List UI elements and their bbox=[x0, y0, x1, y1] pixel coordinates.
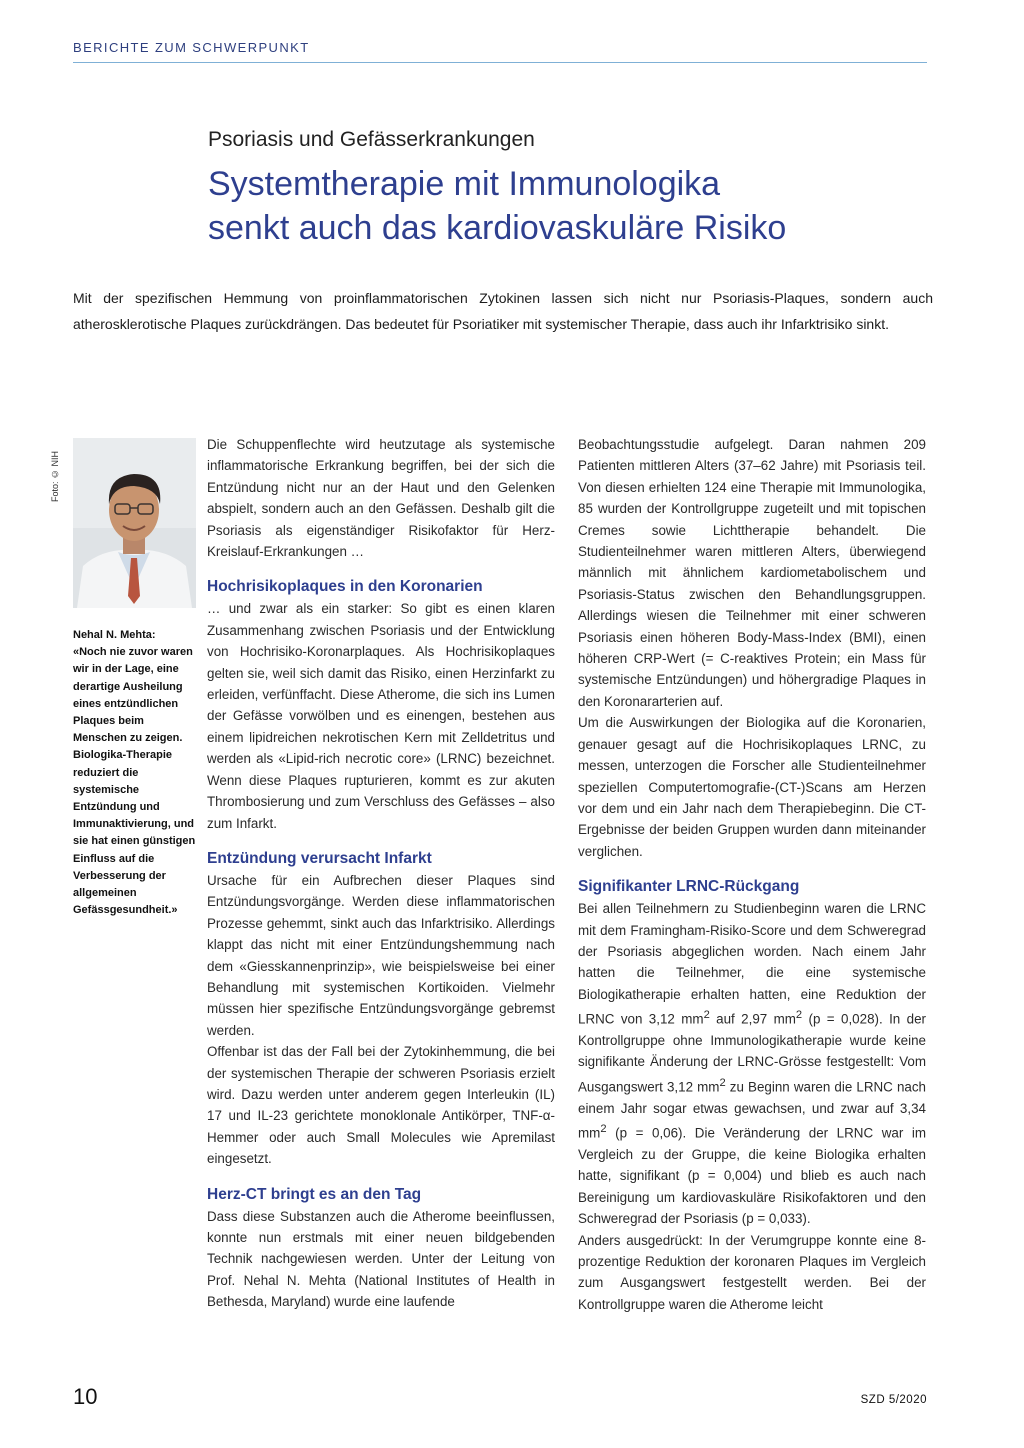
section-heading-hochrisikoplaques: Hochrisikoplaques in den Koronarien bbox=[207, 578, 483, 596]
text-run: Bei allen Teilnehmern zu Studienbeginn waren die LRNC mit dem Framingham-Risiko-Score und dem Schweregrad der Psoriasis abgeglichen worden. Nach einem Jahr hatten die Teilnehmer, die eine systemische Biologikatherapie erhalten hatten, eine Reduktion der LRNC von 3,12 mm bbox=[578, 901, 926, 1027]
paragraph: … und zwar als ein starker: So gibt es einen klaren Zusammenhang zwischen Psoriasis und der Entwicklung von Hochrisiko-Koronarplaques. Als Hochrisikoplaques gelten sie, weil sich damit das Risiko, einen Herzinfarkt zu erleiden, verfünffacht. Diese Atherome, die sich ins Lumen der Gefässe vorwölben und es einengen, bestehen aus einem lipidreichen nekrotischen Kern mit Zelldetritus und werden als «Lipid-rich necrotic core» (LRNC) bezeichnet. Wenn diese Plaques rupturieren, kommt es zur akuten Thrombosierung und zum Verschluss des Gefässes – also zum Infarkt. bbox=[207, 601, 555, 831]
paragraph: Um die Auswirkungen der Biologika auf die Koronarien, genauer gesagt auf die Hochrisikoplaques LRNC, zu messen, unterzogen die Forscher alle Studienteilnehmer speziellen Computertomografie-(CT-)Scans am Herzen vor dem und ein Jahr nach dem Therapiebeginn. Die CT-Ergebnisse der beiden Gruppen wurden dann miteinander verglichen. bbox=[578, 715, 926, 859]
paragraph: Dass diese Substanzen auch die Atherome beeinflussen, konnte nun erstmals mit einer neuen bildgebenden Technik nachgewiesen werden. Unter der Leitung von Prof. Nehal N. Mehta (National Institutes of Health in Bethesda, Maryland) wurde eine laufende bbox=[207, 1208, 555, 1310]
article-kicker: Psoriasis und Gefässerkrankungen bbox=[208, 128, 535, 151]
title-line-1: Systemtherapie mit Immunologika bbox=[208, 165, 721, 203]
page-number: 10 bbox=[73, 1384, 98, 1409]
section-heading-entzuendung: Entzündung verursacht Infarkt bbox=[207, 849, 432, 867]
text-run: auf 2,97 mm bbox=[709, 1011, 796, 1027]
section-label: BERICHTE ZUM SCHWERPUNKT bbox=[73, 40, 310, 55]
caption-quote: «Noch nie zuvor waren wir in der Lage, eine derartige Ausheilung eines entzündlichen Plaques beim Menschen zu zeigen. Biologika-Therapie reduziert die systemische Entzündung und Immunaktivierung, und sie hat einen günstigen Einfluss auf die Verbesserung der allgemeinen Gefässgesundheit.» bbox=[73, 646, 196, 917]
paragraph: Ursache für ein Aufbrechen dieser Plaques sind Entzündungsvorgänge. Werden diese inflammatorischen Prozesse gehemmt, sinkt auch das Infarktrisiko. Allerdings klappt das nicht mit einer Entzündungshemmung nach dem «Giesskannenprinzip», wie beispielsweise bei einer Behandlung mit systemischen Kortikoiden. Vielmehr müssen hier spezifische Entzündungsvorgänge gebremst werden. bbox=[207, 872, 555, 1038]
photo-credit: Foto: © NIH bbox=[50, 450, 60, 502]
paragraph-results bbox=[578, 898, 926, 1230]
article-column-1 bbox=[207, 434, 555, 1313]
superscript: 2 bbox=[795, 1009, 803, 1022]
article-column-2 bbox=[578, 434, 926, 1315]
section-heading-herz-ct: Herz-CT bringt es an den Tag bbox=[207, 1185, 422, 1203]
article-title bbox=[208, 162, 948, 250]
intro-paragraph: Die Schuppenflechte wird heutzutage als systemische inflammatorische Erkrankung begriffen, bei der sich die Entzündung nicht nur an der Haut und den Gelenken abspielt, sondern auch an den Gefässen. Deshalb gilt die Psoriasis als eigenständiger Risikofaktor für Herz-Kreislauf-Erkrankungen … bbox=[207, 437, 555, 560]
photo-caption bbox=[73, 627, 196, 919]
text-run: (p = 0,06). Die Veränderung der LRNC war im Vergleich zu der Gruppe, die keine Biologika erhalten hatte, signifikant (p = 0,004) und blieb es auch nach Bereinigung um kardiovaskuläre Risikofaktoren und den Schweregrad der Psoriasis (p = 0,033). bbox=[578, 1125, 926, 1227]
header-divider bbox=[73, 62, 927, 63]
paragraph: Anders ausgedrückt: In der Verumgruppe konnte eine 8-prozentige Reduktion der koronaren Plaques im Vergleich zum Ausgangswert festgestellt werden. Bei der Kontrollgruppe waren die Atherome leicht bbox=[578, 1232, 926, 1312]
caption-name: Nehal N. Mehta: bbox=[73, 629, 156, 641]
title-line-2: senkt auch das kardiovaskuläre Risiko bbox=[208, 209, 787, 247]
portrait-photo bbox=[73, 438, 196, 608]
text-run: zu Beginn waren die LRNC nach einem Jahr sogar etwas gewachsen, und zwar auf 3,34 mm bbox=[578, 1079, 926, 1141]
paragraph: Offenbar ist das der Fall bei der Zytokinhemmung, die bei der systemischen Therapie der schweren Psoriasis erzielt wird. Dazu werden unter anderem gegen Interleukin (IL) 17 und IL-23 gerichtete monoklonale Antikörper, TNF-α-Hemmer oder auch Small Molecules wie Apremilast eingesetzt. bbox=[207, 1044, 555, 1167]
text-run: (p = 0,028). In der Kontrollgruppe ohne Immunologikatherapie wurde keine signifikante Änderung der LRNC-Grösse festgestellt: Vom Ausgangswert 3,12 mm bbox=[578, 1011, 926, 1095]
section-heading-lrnc: Signifikanter LRNC-Rückgang bbox=[578, 878, 800, 896]
superscript: 2 bbox=[600, 1123, 607, 1136]
portrait-illustration bbox=[73, 438, 196, 608]
issue-label: SZD 5/2020 bbox=[860, 1394, 927, 1406]
article-lead: Mit der spezifischen Hemmung von proinflammatorischen Zytokinen lassen sich nicht nur Psoriasis-Plaques, sondern auch atherosklerotische Plaques zurückdrängen. Das bedeutet für Psoriatiker mit systemischer Therapie, dass auch ihr Infarktrisiko sinkt. bbox=[73, 290, 933, 332]
superscript: 2 bbox=[703, 1009, 710, 1022]
superscript: 2 bbox=[719, 1076, 726, 1089]
paragraph: Beobachtungsstudie aufgelegt. Daran nahmen 209 Patienten mittleren Alters (37–62 Jahre) mit Psoriasis teil. Von diesen erhielten 124 eine Therapie mit Immunologika, 85 wurden der Kontrollgruppe zugeteilt und mit topischen Cremes sowie Lichttherapie behandelt. Die Studienteilnehmer waren mittleren Alters, überwiegend männlich mit ähnlichem kardiometabolischem und Psoriasis-Status zwischen den Behandlungsgruppen. Allerdings wiesen die Teilnehmer mit einer schweren Psoriasis einen höheren Body-Mass-Index (BMI), einen höheren CRP-Wert (= C-reaktives Protein; ein Mass für systemische Entzündungen) und höhergradige Plaques in den Koronararterien auf. bbox=[578, 437, 926, 709]
